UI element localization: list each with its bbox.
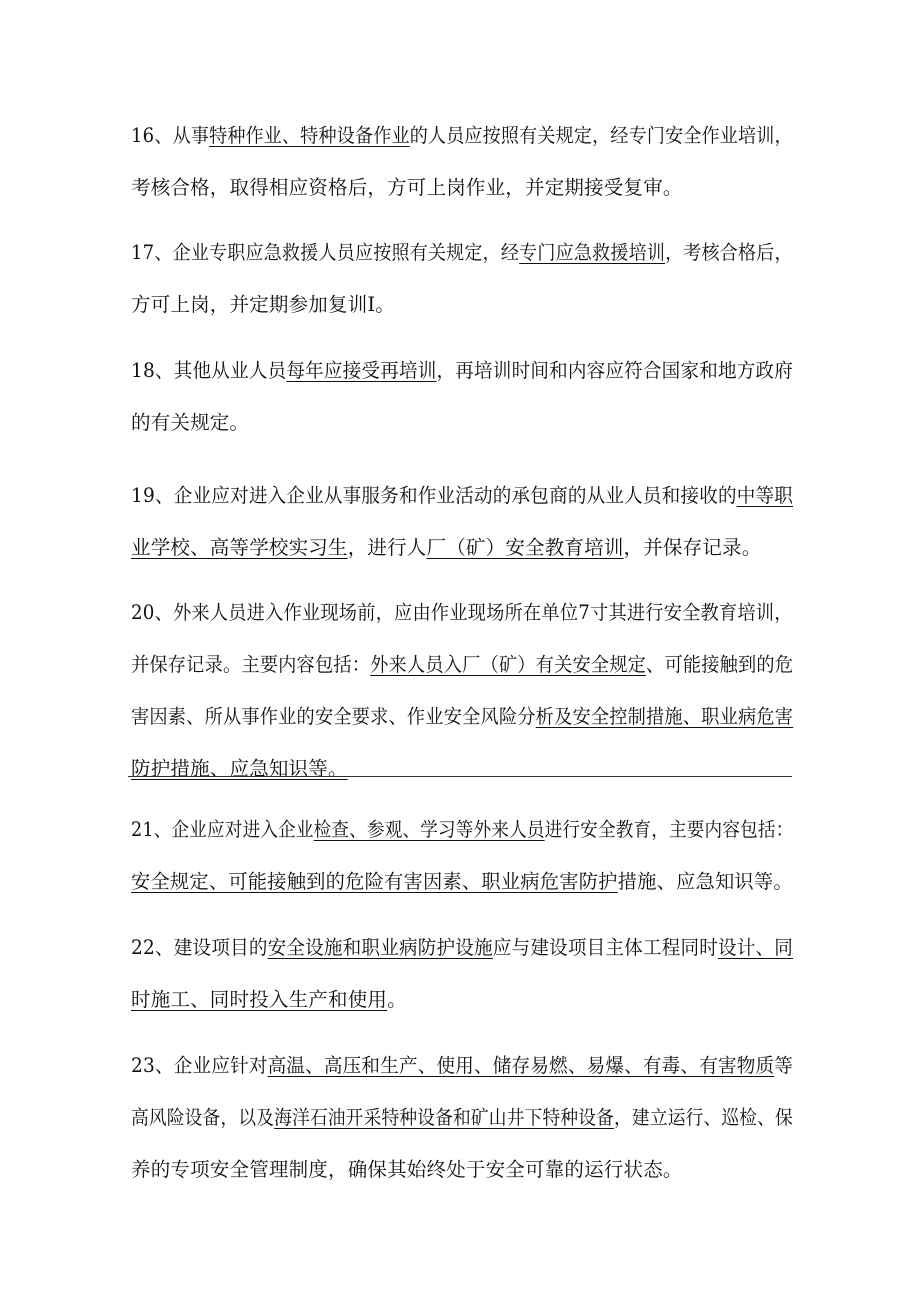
- underlined-text: 防护措施、应急知识等。: [131, 757, 348, 780]
- text-segment: 进行安全教育，主要内容包括：: [544, 818, 794, 841]
- text-segment: 的人员应按照有关规定，经专门安全作业培训，: [409, 124, 793, 147]
- paragraph-line: [131, 357, 793, 385]
- text-segment: 养的专项安全管理制度，确保其始终处于安全可靠的运行状态。: [131, 1158, 683, 1181]
- underlined-text: 时施工、同时投入生产和使用: [131, 988, 388, 1011]
- paragraph-line: [131, 174, 683, 202]
- text-segment: 的有关规定。: [131, 411, 250, 434]
- paragraph-line: [131, 122, 793, 150]
- text-segment: ，考核合格后，: [665, 241, 793, 264]
- paragraph-line: [131, 1104, 793, 1132]
- paragraph-line: [131, 934, 793, 962]
- underlined-text: 每年应接受再培训: [286, 359, 437, 382]
- text-segment: 等: [774, 1054, 794, 1077]
- paragraph-line: [131, 816, 793, 844]
- text-segment: 措施、应急知识等。: [617, 870, 793, 893]
- text-segment: 、可能接触到的危: [646, 653, 794, 676]
- text-segment: 应与建设项目主体工程同时: [492, 936, 718, 959]
- underlined-text: 析及安全控制措施、职业病危害: [535, 705, 794, 728]
- paragraph-line: [131, 1156, 683, 1184]
- underlined-text: 海洋石油开采特种设备和矿山井下特种设备: [274, 1106, 615, 1129]
- text-segment: ，再培训时间和内容应符合国家和地方政府: [436, 359, 794, 382]
- underlined-text: 中等职: [736, 484, 794, 507]
- paragraph-line: [131, 239, 793, 267]
- underlined-text: 设计、同: [717, 936, 794, 959]
- text-segment: ，进行人: [347, 536, 427, 559]
- underlined-text: 安全设施和职业病防护设施: [267, 936, 493, 959]
- text-segment: 22、建设项目的: [131, 936, 268, 959]
- underlined-text: 安全规定、可能接触到的危险有害因素、职业病危害防护: [131, 870, 618, 893]
- paragraph-line: [131, 651, 793, 679]
- text-segment: 并保存记录。主要内容包括：: [131, 653, 371, 676]
- underlined-text: 检查、参观、学习等外来人员: [313, 818, 545, 841]
- paragraph-line: [131, 755, 348, 783]
- paragraph-line: [131, 409, 249, 437]
- text-segment: ，建立运行、巡检、保: [614, 1106, 793, 1129]
- underlined-text: 特种作业、特种设备作业: [209, 124, 410, 147]
- paragraph-line: [131, 482, 793, 510]
- text-segment: ，并保存记录。: [623, 536, 762, 559]
- paragraph-line: [131, 599, 793, 627]
- text-segment: 21、企业应对进入企业: [131, 818, 314, 841]
- paragraph-line: [131, 291, 395, 319]
- underlined-text: 厂（矿）安全教育培训: [426, 536, 624, 559]
- paragraph-line: [131, 1052, 793, 1080]
- paragraph-line: [131, 703, 793, 731]
- underlined-text: 高温、高压和生产、使用、储存易燃、易爆、有毒、有害物质: [267, 1054, 775, 1077]
- text-segment: 20、外来人员进入作业现场前，应由作业现场所在单位7寸其进行安全教育培训，: [131, 601, 793, 624]
- text-segment: 高风险设备，以及: [131, 1106, 275, 1129]
- underlined-text: 业学校、高等学校实习生: [131, 536, 348, 559]
- text-segment: 方可上岗，并定期参加复训Ⅰ。: [131, 293, 396, 316]
- text-segment: 17、企业专职应急救援人员应按照有关规定，经: [131, 241, 520, 264]
- section-divider: [128, 776, 792, 777]
- text-segment: 。: [387, 988, 407, 1011]
- text-segment: 考核合格，取得相应资格后，方可上岗作业，并定期接受复审。: [131, 176, 683, 199]
- underlined-text: 外来人员入厂（矿）有关安全规定: [370, 653, 647, 676]
- text-segment: 18、其他从业人员: [131, 359, 287, 382]
- paragraph-line: [131, 534, 761, 562]
- paragraph-line: [131, 986, 407, 1014]
- text-segment: 19、企业应对进入企业从事服务和作业活动的承包商的从业人员和接收的: [131, 484, 737, 507]
- paragraph-line: [131, 868, 793, 896]
- text-segment: 23、企业应针对: [131, 1054, 268, 1077]
- underlined-text: 专门应急救援培训: [519, 241, 666, 264]
- text-segment: 16、从事: [131, 124, 210, 147]
- text-segment: 害因素、所从事作业的安全要求、作业安全风险分: [131, 705, 536, 728]
